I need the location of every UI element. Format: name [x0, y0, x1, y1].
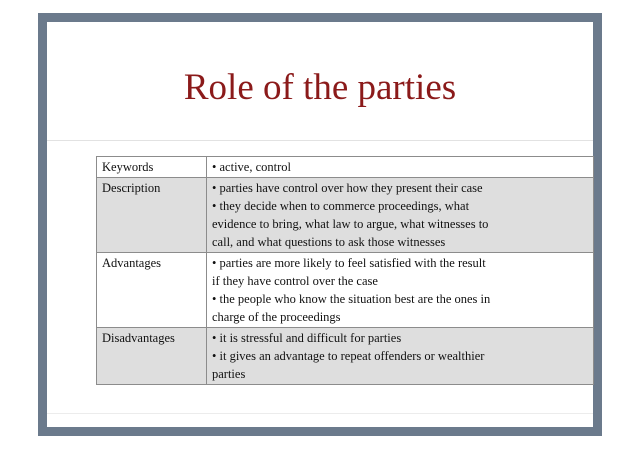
row-label: Description [97, 178, 207, 253]
row-label: Keywords [97, 157, 207, 178]
content-line: • it is stressful and difficult for parties [212, 331, 402, 345]
row-content [207, 178, 594, 253]
slide [47, 22, 593, 427]
row-label: Advantages [97, 253, 207, 328]
content-line: • it gives an advantage to repeat offenders or wealthier [212, 349, 485, 363]
row-content [207, 328, 594, 385]
content-line: if they have control over the case [212, 274, 378, 288]
content-line: • the people who know the situation best are the ones in [212, 292, 491, 306]
content-line: parties [212, 367, 246, 381]
row-content [207, 253, 594, 328]
table-row [97, 328, 594, 385]
content-line: • parties have control over how they present their case [212, 181, 483, 195]
table-row [97, 178, 594, 253]
content-line: • parties are more likely to feel satisfied with the result [212, 256, 486, 270]
content-line: call, and what questions to ask those witnesses [212, 235, 446, 249]
row-content [207, 157, 594, 178]
slide-frame [38, 13, 602, 436]
title-divider [47, 140, 593, 141]
comparison-table [96, 156, 594, 385]
content-line: charge of the proceedings [212, 310, 341, 324]
table-row [97, 157, 594, 178]
footer-divider [47, 413, 593, 414]
row-label: Disadvantages [97, 328, 207, 385]
content-line: • they decide when to commerce proceedings, what [212, 199, 470, 213]
content-line: evidence to bring, what law to argue, what witnesses to [212, 217, 489, 231]
slide-title: Role of the parties [183, 67, 457, 108]
content-line: • active, control [212, 160, 291, 174]
table-row [97, 253, 594, 328]
